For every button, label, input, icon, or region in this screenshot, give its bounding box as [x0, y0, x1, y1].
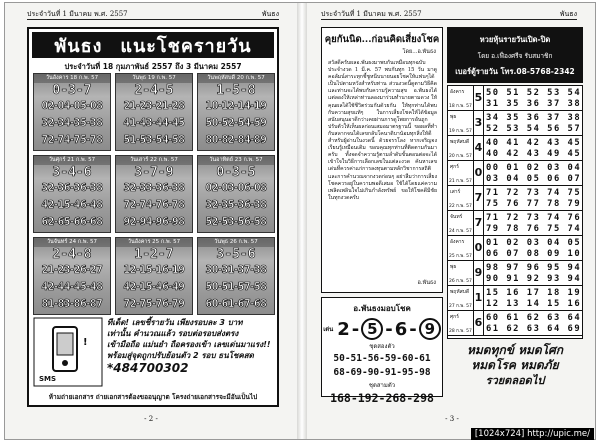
tip-number-line: 60-61-67-68: [205, 298, 267, 310]
row-numbers-a: 71 72 73 74 75: [486, 188, 582, 198]
tip-main-digits: 1-5-8: [216, 83, 256, 98]
lucky-digit-circled: 5: [361, 318, 383, 340]
row-date: 27 ก.พ. 57: [449, 303, 472, 309]
tip-number-line: 80-82-84-89: [205, 134, 267, 146]
tip-date: วันพฤหัสบดี 20 ก.พ. 57: [198, 74, 274, 83]
row-lead-digit: 1: [474, 286, 484, 310]
tip-number-line: 51-53-54-58: [123, 134, 185, 146]
row-lead-digit: 7: [474, 211, 484, 235]
row-date-cell: [448, 161, 474, 185]
row-numbers-b: 31 35 36 37 38: [486, 99, 582, 109]
page-number: - 3 -: [445, 415, 459, 423]
table-row: [448, 311, 582, 336]
row-lead-digit: 4: [474, 136, 484, 160]
tip-number-line: 12-15-16-19: [123, 264, 185, 276]
row-date: 19 ก.พ. 57: [449, 128, 472, 134]
page-gutter: [297, 3, 307, 439]
running-head-title: พันธง: [261, 10, 279, 18]
lucky-digit: 2: [337, 318, 350, 340]
row-date-cell: [448, 286, 474, 310]
blessing-line: หมดโรค หมดภัย: [471, 358, 559, 372]
tip-date: วันจันทร์ 24 ก.พ. 57: [34, 238, 110, 247]
panel-title-heading: แนะโชครายวัน: [120, 35, 252, 57]
row-date: 25 ก.พ. 57: [449, 253, 472, 259]
panel-title: [32, 32, 274, 58]
row-lead-digit: 0: [474, 161, 484, 185]
tip-main-digits: 2-4-8: [52, 247, 92, 262]
row-date-cell: [448, 261, 474, 285]
row-weekday: เสาร์: [450, 189, 461, 195]
promo-line: เข้ามือถือ แม่นยำ ถือครองเข้า เลขเด่นมาแรง!!: [107, 340, 271, 349]
tip-date: วันพุธ 26 ก.พ. 57: [198, 238, 274, 247]
row-weekday: จันทร์: [450, 214, 463, 220]
row-date: 24 ก.พ. 57: [449, 228, 472, 234]
digit-separator: -: [385, 318, 393, 340]
header-rule: [321, 19, 577, 20]
row-date: 28 ก.พ. 57: [449, 328, 472, 334]
tip-number-line: 02-04-05-08: [41, 100, 103, 112]
tip-number-line: 81-83-86-87: [41, 298, 103, 310]
tip-date: วันศุกร์ 21 ก.พ. 57: [34, 156, 110, 165]
running-head-issue: ประจำวันที่ 1 มีนาคม พ.ศ. 2557: [321, 10, 422, 18]
row-weekday: อังคาร: [450, 89, 465, 95]
table-row: [448, 261, 582, 286]
blessing-line: หมดทุกข์ หมดโศก: [466, 343, 564, 357]
tip-number-line: 41-43-44-45: [123, 117, 185, 129]
page-number: - 2 -: [144, 415, 158, 423]
promo-line: ทีเด็ด! เลขชี้รายวัน เพียงรอบละ 3 บาท: [107, 318, 243, 327]
row-numbers-b: 06 07 08 09 10: [486, 249, 582, 259]
row-date-cell: [448, 211, 474, 235]
tip-main-digits: 3-4-6: [52, 165, 92, 180]
table-row: [448, 286, 582, 311]
table-row: [448, 236, 582, 261]
blessing-text: [447, 343, 583, 388]
row-date: 26 ก.พ. 57: [449, 278, 472, 284]
row-weekday: พุธ: [450, 264, 457, 270]
tip-main-digits: 0-3-5: [216, 165, 256, 180]
row-numbers-a: 00 01 02 03 04: [486, 163, 582, 173]
row-lead-digit: 5: [474, 86, 484, 110]
tip-number-line: 32-36-36-38: [41, 182, 103, 194]
daily-tips-panel: [27, 27, 279, 407]
banner-phone: เบอร์ตู้รายวัน โทร.08-5768-2342: [455, 67, 575, 76]
promo-text: [107, 317, 275, 374]
tip-number-line: 50-51-57-58: [205, 281, 267, 293]
tip-main-digits: 3-7-9: [134, 165, 174, 180]
svg-text:SMS: SMS: [39, 375, 57, 383]
lucky-numbers-box: [321, 297, 443, 405]
row-weekday: พฤหัสบดี: [450, 289, 470, 295]
table-row: [448, 86, 582, 111]
row-date: 22 ก.พ. 57: [449, 203, 472, 209]
tip-number-line: 32-35-36-38: [205, 199, 267, 211]
lucky-lead-label: เด่น: [323, 326, 334, 333]
tip-cell: [33, 155, 111, 233]
table-row: [448, 161, 582, 186]
tip-number-line: 21-23-21-28: [123, 100, 185, 112]
row-date-cell: [448, 136, 474, 160]
table-row: [448, 211, 582, 236]
row-date: 20 ก.พ. 57: [449, 153, 472, 159]
row-weekday: พฤหัสบดี: [450, 139, 470, 145]
tip-number-line: 72-74-76-78: [123, 199, 185, 211]
tip-number-line: 02-03-06-08: [205, 182, 267, 194]
row-date-cell: [448, 111, 474, 135]
lucky-sub-label: ชุดสองตัว: [369, 343, 395, 350]
digit-separator: -: [351, 318, 360, 340]
tip-cell: [115, 155, 193, 233]
article-body: สวัสดีครับผลอ.พันธงมาพบกันเหมือนทุกฉบับประจำงวด 1 มี.ค. 57 พบกันทุก 15 วัน มาดูคอลัมน์สาระทุกชี้ชูหนีบนายนอยโชคให้แฟนๆได้เป็นไปตามหวังสำหรับท่าน ส่วนงวดนี้ดูตามวิธีคิดและท่านจะได้พบกับความรู้ความสุข อ.พันธงได้แต่ลองให้เหล่าท่านลองมาร่วมทำนายตามดวง ให้คุณผลได้ใช้ชีวิตร่วมกันด้วยกัน ให้ทุกท่านได้พบกับความสุขแท้ๆ ในการเสี่ยงโชคให้ได้ข้อมูลสนับสนุนอาดีกว่าเคยผ่านการดูโพยการอันถูกปรับตัวให้เห็นผลก่อนเสมอมาตรฐานนี้ ขอผลที่ทำกับสลากจนได้เลขกลับโคนาดิบาน้อมทุกสิ่งให้ดีสำหรับผู้อ่านในงวดนี้ ด้วยจรรโลง หากเจริญจงเรียนรู้เหมือนเดิม ขอบคุณทุกท่านที่ติดตามกันมาครับ ทั้งจดจำความรู้ตามลำดับขั้นตอนต่อจะได้เข้าใจในวิธีการเลือกเลขในแต่ละงวด ค้นหาเลขเด่นที่ควรค่าแก่การลงทุนตามหลักวิชาการสถิติและการคำนวณจากงวดก่อนๆ อย่าลืมว่าการเสี่ยงโชคควรอยู่ในความพอดีเสมอ ใช้ได้โดยแค่ความเพลิดเพลินใจไม่เกินกำลังทรัพย์ ขอให้โชคดีมีชัยในทุกงวดครับ: [328, 60, 437, 201]
row-numbers-a: 34 35 36 37 38: [486, 113, 582, 123]
row-lead-digit: 3: [474, 111, 484, 135]
tip-number-line: 42-15-46-48: [41, 199, 103, 211]
tip-number-line: 72-74-75-78: [41, 134, 103, 146]
panel-title-author: พันธง: [54, 35, 103, 57]
tip-date: วันพุธ 19 ก.พ. 57: [116, 74, 192, 83]
row-numbers-a: 01 02 03 04 05: [486, 238, 582, 248]
article-byline: โดย...อ.พันธง: [402, 49, 436, 55]
lucky-digit: 6: [394, 318, 408, 340]
row-numbers-b: 61 62 63 64 69: [486, 324, 582, 334]
right-page: [307, 3, 597, 439]
promo-line: พร้อมสู่จุดถูกปรับย้อนตัว 2 รอบ ธนโชคสด: [107, 351, 254, 360]
tip-cell: [197, 237, 275, 315]
tip-date: วันอังคาร 25 ก.พ. 57: [116, 238, 192, 247]
tip-main-digits: 3-5-6: [216, 247, 256, 262]
tip-cell: [197, 155, 275, 233]
lucky-digits: [322, 318, 442, 340]
row-weekday: ศุกร์: [450, 164, 459, 170]
tip-number-line: 50-52-54-59: [205, 117, 267, 129]
tip-number-line: 72-75-76-79: [123, 298, 185, 310]
tip-date: วันอาทิตย์ 23 ก.พ. 57: [198, 156, 274, 165]
row-numbers-b: 52 53 54 56 57: [486, 124, 582, 134]
digit-separator: -: [409, 318, 417, 340]
row-numbers-b: 40 42 43 49 45: [486, 149, 582, 159]
tip-main-digits: 1-2-7: [134, 247, 174, 262]
row-numbers-b: 12 13 14 15 16: [486, 299, 582, 309]
tip-number-line: 10-12-14-19: [205, 100, 267, 112]
tip-main-digits: 2-4-5: [134, 83, 174, 98]
row-numbers-a: 15 16 17 18 19: [486, 288, 582, 298]
tip-number-line: 62-65-66-68: [41, 216, 103, 228]
row-lead-digit: 7: [474, 186, 484, 210]
lucky-title: อ.พันธงมอบโชค: [353, 304, 411, 313]
image-host-watermark: [1024x724] http://upic.me/: [471, 428, 594, 440]
row-weekday: ศุกร์: [450, 314, 459, 320]
promo-sms-code: *484700302: [107, 361, 189, 375]
row-weekday: พุธ: [450, 114, 457, 120]
tip-cell: [197, 73, 275, 151]
tip-main-digits: 0-3-7: [52, 83, 92, 98]
magazine-spread: [4, 2, 596, 440]
row-numbers-a: 71 72 73 74 76: [486, 213, 582, 223]
phone-lottery-icon: [33, 317, 103, 387]
running-head-title: พันธง: [559, 10, 577, 18]
tip-number-line: 32-34-35-38: [41, 117, 103, 129]
blessing-line: รวยตลอดไป: [485, 374, 545, 387]
row-date-cell: [448, 236, 474, 260]
svg-text:!: !: [83, 337, 88, 348]
lucky-digit-circled: 9: [419, 318, 441, 340]
row-numbers-a: 60 61 62 63 64: [486, 313, 582, 323]
row-numbers-b: 79 78 76 75 74: [486, 224, 582, 234]
left-page: [5, 3, 297, 439]
daily-stock-banner: [447, 27, 583, 83]
tip-number-line: 21-23-26-27: [41, 264, 103, 276]
row-numbers-a: 50 51 52 53 54: [486, 88, 582, 98]
promo-block: [33, 317, 275, 389]
tip-cell: [33, 73, 111, 151]
tip-number-line: 42-44-45-48: [41, 281, 103, 293]
row-date-cell: [448, 186, 474, 210]
banner-subtitle: โดย อ.เฟื่องศรีจ รับสมาชิก: [477, 52, 553, 60]
table-row: [448, 186, 582, 211]
banner-title: หวยหุ้นรายวันเปิด-ปิด: [479, 35, 551, 44]
table-row: [448, 111, 582, 136]
row-numbers-b: 75 76 77 78 79: [486, 199, 582, 209]
lucky-line: 50-51-56-59-60-61: [333, 353, 431, 364]
article-signature: อ.พันธง: [417, 280, 436, 286]
tip-date: วันเสาร์ 22 ก.พ. 57: [116, 156, 192, 165]
row-date: 21 ก.พ. 57: [449, 178, 472, 184]
row-date-cell: [448, 311, 474, 335]
promo-line: เท่านั้น คำนวณแล้ว รอบต่อรอบส่งตรง: [107, 329, 239, 338]
row-date-cell: [448, 86, 474, 110]
row-numbers-b: 03 04 05 06 07: [486, 174, 582, 184]
tip-number-line: 42-15-46-49: [123, 281, 185, 293]
tip-number-line: 92-94-96-98: [123, 216, 185, 228]
row-lead-digit: 9: [474, 261, 484, 285]
tip-cell: [33, 237, 111, 315]
running-head-issue: ประจำวันที่ 1 มีนาคม พ.ศ. 2557: [27, 10, 128, 18]
lucky-line: 68-69-90-91-95-98: [333, 367, 431, 378]
tip-number-line: 30-31-37-38: [205, 264, 267, 276]
lucky-big-line: 168-192-268-298: [330, 391, 434, 405]
header-rule: [27, 19, 279, 20]
article-box: [321, 27, 443, 293]
row-numbers-a: 40 41 42 43 45: [486, 138, 582, 148]
row-numbers-b: 90 91 92 93 94: [486, 274, 582, 284]
row-weekday: อังคาร: [450, 239, 465, 245]
tip-date: วันอังคาร 18 ก.พ. 57: [34, 74, 110, 83]
daily-number-table: [447, 85, 583, 339]
lucky-sub-label: ชุดสามตัว: [368, 382, 396, 389]
tip-cell: [115, 237, 193, 315]
row-lead-digit: 6: [474, 311, 484, 335]
row-date: 18 ก.พ. 57: [449, 103, 472, 109]
article-title: คุยกันนิด...ก่อนคิดเสี่ยงโชค: [324, 34, 440, 45]
row-numbers-a: 98 97 96 95 94: [486, 263, 582, 273]
row-lead-digit: 0: [474, 236, 484, 260]
panel-subtitle: ประจำวันที่ 18 กุมภาพันธ์ 2557 ถึง 3 มีนาคม 2557: [64, 62, 242, 71]
tip-number-line: 52-53-56-58: [205, 216, 267, 228]
tip-cell: [115, 73, 193, 151]
table-row: [448, 136, 582, 161]
copyright-notice: ห้ามถ่ายเอกสาร ถ่ายเอกสารต้องขออนุญาต โครงถ่ายเอกสารจะมีอันเป็นไป: [48, 393, 258, 401]
tip-number-line: 32-33-36-38: [123, 182, 185, 194]
